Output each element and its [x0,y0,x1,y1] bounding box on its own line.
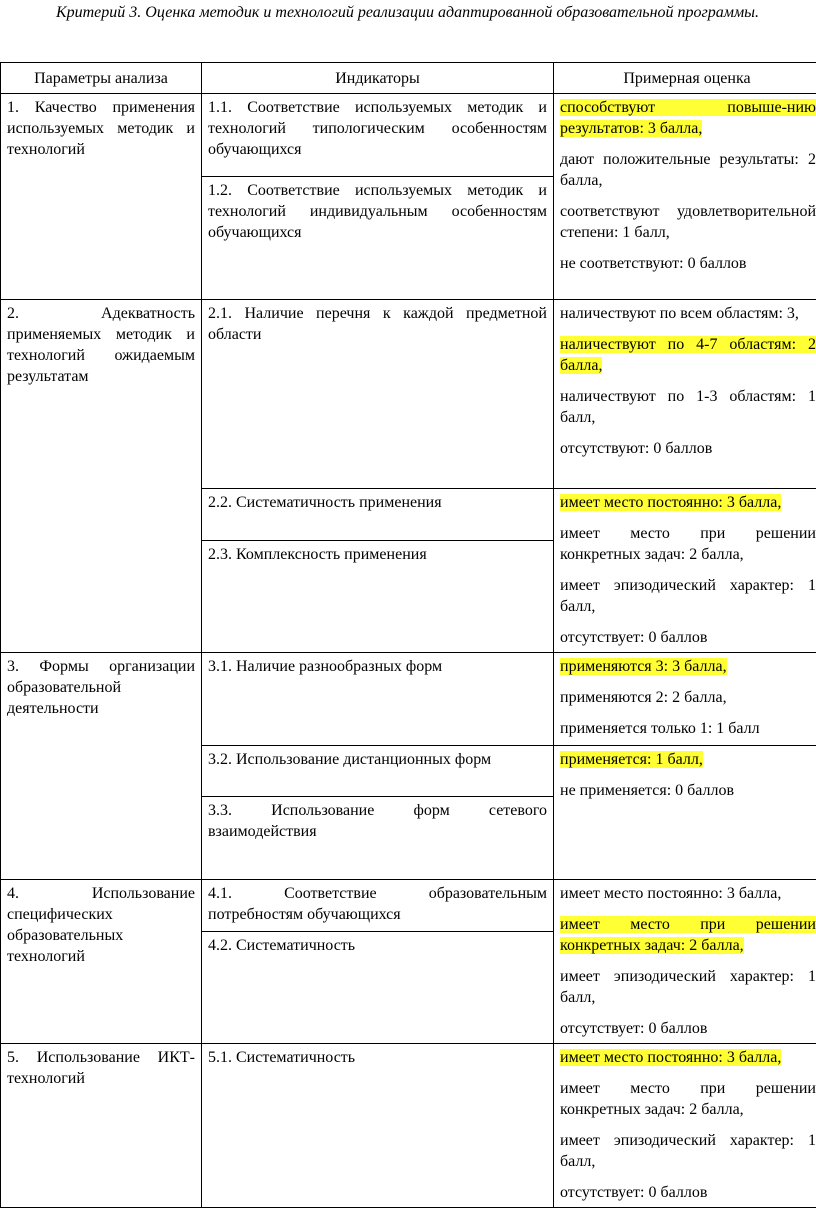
indicator-text: 1.1. Соответствие используемых методик и технологий типологическим особенностям обучающихся [208,99,547,158]
page-title: Критерий 3. Оценка методик и технологий реализации адаптированной образовательной программы. [56,4,760,21]
criteria-table [0,62,816,1208]
indicator-cell [202,177,554,300]
param-text: 1. Качество применения используемых методик и технологий [7,99,195,158]
indicator-cell [202,300,554,489]
param-cell [1,300,202,653]
param-text: 3. Формы организации образовательной деятельности [7,658,195,717]
indicator-text: 4.2. Систематичность [208,937,356,955]
param-cell [1,653,202,880]
score-item-highlighted: имеет место постоянно: 3 балла, [560,494,782,511]
indicator-text: 2.3. Комплексность применения [208,545,427,563]
indicator-cell [202,653,554,746]
param-cell [1,1044,202,1208]
score-cell [554,746,816,880]
indicator-text: 3.3. Использование форм сетевого взаимодействия [208,802,547,840]
score-item: отсутствует: 0 баллов [560,1184,708,1201]
score-item: применяется только 1: 1 балл [560,720,760,737]
score-item: дают положительные результаты: 2 балла, [560,151,816,189]
header-params: Параметры анализа [1,63,202,94]
indicator-cell [202,797,554,880]
table-row [1,880,816,932]
score-item: имеет эпизодический характер: 1 балл, [560,968,816,1006]
indicator-cell [202,932,554,1044]
score-cell [554,94,816,300]
score-item-highlighted: применяется: 1 балл, [560,751,703,768]
score-item: применяются 2: 2 балла, [560,689,727,706]
score-cell [554,880,816,1044]
score-item-highlighted: имеет место при решении конкретных задач: 2 балла, [560,916,816,954]
indicator-text: 1.2. Соответствие используемых методик и технологий индивидуальным особенностям обучающихся [208,182,547,241]
table-row [1,300,816,489]
param-text: 4. Использование специфических образовательных технологий [7,885,195,965]
score-item: наличествуют по 1-3 областям: 1 балл, [560,388,816,426]
score-item-highlighted: наличествуют по 4-7 областям: 2 балла, [560,336,816,374]
score-item-highlighted: способствуют повыше-нию результатов: 3 балла, [560,99,816,137]
table-row [1,653,816,746]
param-cell [1,880,202,1044]
score-item: имеет эпизодический характер: 1 балл, [560,577,816,615]
score-item: имеет место при решении конкретных задач: 2 балла, [560,1080,816,1118]
score-item: отсутствует: 0 баллов [560,629,708,646]
score-item: не применяется: 0 баллов [560,782,735,799]
score-item: имеет место постоянно: 3 балла, [560,885,782,902]
score-item-highlighted: имеет место постоянно: 3 балла, [560,1049,782,1066]
score-item: отсутствуют: 0 баллов [560,440,713,457]
indicator-text: 3.1. Наличие разнообразных форм [208,658,443,675]
indicator-text: 2.2. Систематичность применения [208,494,442,511]
score-cell [554,489,816,653]
score-item: отсутствует: 0 баллов [560,1020,708,1037]
score-cell [554,300,816,489]
score-item-highlighted: применяются 3: 3 балла, [560,658,727,675]
indicator-text: 2.1. Наличие перечня к каждой предметной области [208,305,547,343]
table-row [1,1044,816,1208]
indicator-cell [202,489,554,541]
indicator-cell [202,540,554,652]
score-item: имеет место при решении конкретных задач: 2 балла, [560,525,816,563]
indicator-cell [202,1044,554,1208]
score-cell [554,653,816,746]
indicator-cell [202,94,554,177]
param-cell [1,94,202,300]
header-score: Примерная оценка [554,63,816,94]
table-row [1,94,816,177]
param-text: 5. Использование ИКТ-технологий [7,1049,195,1087]
indicator-text: 3.2. Использование дистанционных форм [208,751,492,768]
score-cell [554,1044,816,1208]
indicator-cell [202,880,554,932]
param-text: 2. Адекватность применяемых методик и технологий ожидаемым результатам [7,305,195,385]
score-item: соответствуют удовлетворительной степени: 1 балл, [560,203,816,241]
score-item: наличествуют по всем областям: 3, [560,305,799,322]
indicator-cell [202,746,554,797]
score-item: не соответствуют: 0 баллов [560,255,747,272]
table-header-row [1,63,816,94]
criteria-table-frame [0,62,816,1232]
header-indicators: Индикаторы [202,63,554,94]
score-item: имеет эпизодический характер: 1 балл, [560,1132,816,1170]
indicator-text: 5.1. Систематичность [208,1049,356,1066]
indicator-text: 4.1. Соответствие образовательным потребностям обучающихся [208,885,547,923]
